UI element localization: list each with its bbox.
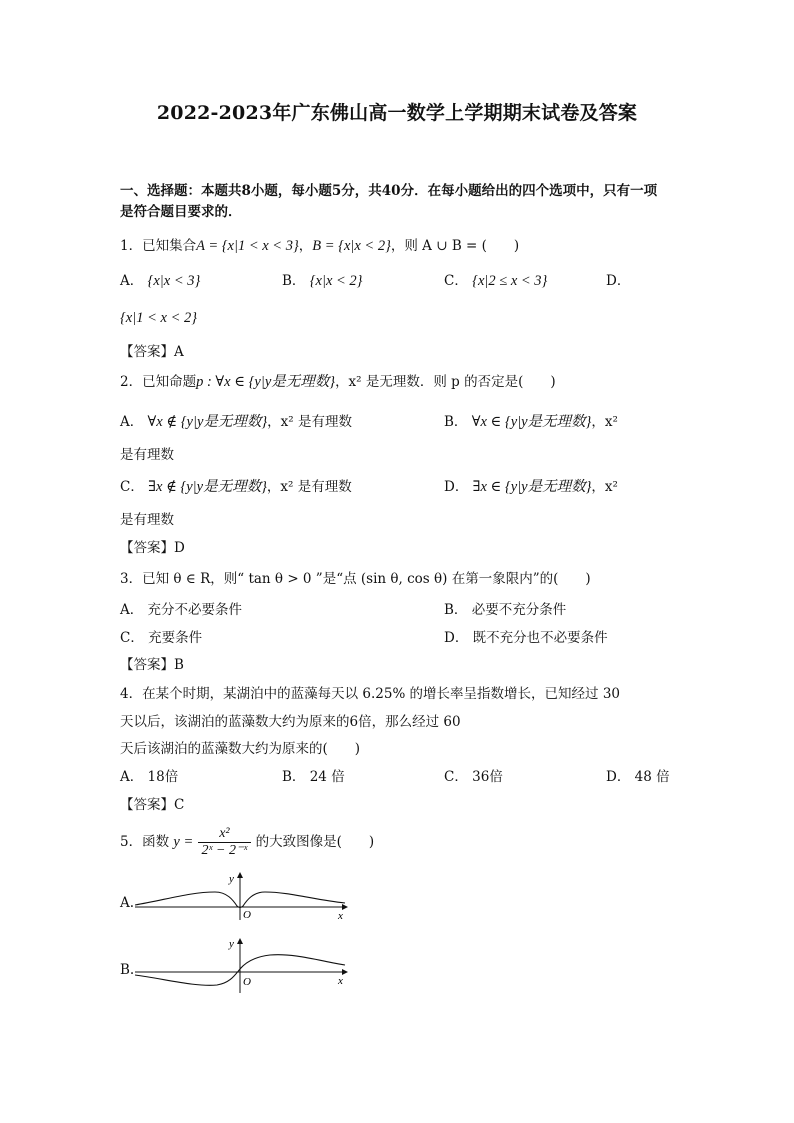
q1-set-a: A = {x|1 < x < 3} (196, 238, 299, 254)
q4-option-c (444, 768, 503, 786)
q3-option-c-label: C． (120, 630, 144, 646)
q3-option-a-text: 充分不必要条件 (147, 602, 243, 618)
q4-option-b-label: B． (282, 769, 306, 785)
q1-sep: ， (298, 238, 313, 254)
q2-option-b-wrap: 是有理数 (120, 447, 174, 463)
answer-label: 【答案】 (120, 657, 174, 673)
q3-option-b-label: B． (444, 602, 468, 618)
graph-a-y-arrow (237, 872, 243, 878)
q2-tail: ，x² 是无理数．则 p 的否定是( ) (335, 374, 556, 390)
q1-answer (120, 343, 184, 361)
q1-option-d-wrap (120, 309, 197, 327)
q1-option-a-text: {x|x < 3} (147, 273, 201, 289)
q4-option-d (606, 768, 670, 786)
q2-option-b (444, 413, 618, 431)
answer-label: 【答案】 (120, 540, 174, 556)
q2-option-a-label: A． (120, 414, 144, 430)
q1-set-b: B = {x|x < 2} (312, 238, 391, 254)
graph-a-x-label: x (338, 910, 343, 922)
answer-label: 【答案】 (120, 344, 174, 360)
q4-option-c-text: 36倍 (472, 769, 503, 785)
q3-answer-value: B (174, 657, 184, 673)
q5-graph-b-label: B. (120, 962, 135, 978)
q2-option-d-wrap: 是有理数 (120, 512, 174, 528)
q1-option-b (282, 272, 362, 290)
q4-option-b-text: 24 倍 (309, 769, 345, 785)
q4-option-c-label: C． (444, 769, 468, 785)
q2-lead: 2．已知命题 (120, 374, 197, 390)
q4-option-d-label: D． (606, 769, 631, 785)
q1-option-c-text: {x|2 ≤ x < 3} (472, 273, 548, 289)
q5-graph-b (135, 935, 355, 995)
q2-option-a-text: ∀x ∉ {y|y是无理数} (147, 414, 268, 430)
q1-lead: 1．已知集合 (120, 238, 197, 254)
q3-option-b-text: 必要不充分条件 (471, 602, 567, 618)
q2-option-b-text: ∀x ∈ {y|y是无理数} (471, 414, 592, 430)
q2-option-d-tail: ，x² (591, 479, 618, 495)
question-5 (120, 824, 374, 860)
q4-option-d-text: 48 倍 (634, 769, 670, 785)
q5-lead: 5．函数 (120, 834, 170, 850)
q5-numerator: x² (198, 826, 252, 843)
graph-b-x-arrow (342, 969, 348, 975)
q2-option-c-label: C． (120, 479, 144, 495)
q5-graph-a-label: A. (120, 895, 135, 911)
question-3: 3．已知 θ ∈ R，则“ tan θ > 0 ”是“点 (sin θ, cos θ) 在第一象限内”的( ) (120, 571, 591, 587)
graph-a-y-label: y (229, 873, 234, 885)
answer-label: 【答案】 (120, 797, 174, 813)
q2-option-a-tail: ，x² 是有理数 (267, 414, 352, 430)
q2-option-c (120, 478, 352, 496)
q1-option-c (444, 272, 547, 290)
q5-denominator: 2ˣ − 2⁻ˣ (201, 843, 248, 858)
graph-a-x-arrow (342, 904, 348, 910)
q1-option-b-label: B． (282, 273, 306, 289)
q1-option-b-text: {x|x < 2} (309, 273, 363, 289)
question-4-line-2: 天以后，该湖泊的蓝藻数大约为原来的6倍，那么经过 60 (120, 714, 461, 730)
q3-option-d (444, 629, 608, 647)
q2-option-d (444, 478, 618, 496)
q2-option-a (120, 413, 352, 431)
graph-b-y-label: y (229, 938, 234, 950)
q1-answer-value: A (174, 344, 184, 360)
section-heading-cont: 是符合题目要求的． (120, 204, 242, 220)
graph-a-origin: O (243, 909, 251, 921)
q4-option-a (120, 768, 178, 786)
q2-answer-value: D (174, 540, 185, 556)
q4-option-b (282, 768, 345, 786)
q1-option-a (120, 272, 200, 290)
question-4-line-1: 4．在某个时期，某湖泊中的蓝藻每天以 6.25% 的增长率呈指数增长，已知经过 30 (120, 686, 621, 702)
question-2 (120, 373, 556, 391)
q1-option-c-label: C． (444, 273, 468, 289)
q3-option-c-text: 充要条件 (148, 630, 203, 646)
q3-option-a-label: A． (120, 602, 144, 618)
q2-proposition: p : ∀x ∈ {y|y是无理数} (196, 374, 336, 390)
q4-answer-value: C (174, 797, 185, 813)
q3-option-d-label: D． (444, 630, 469, 646)
q3-option-b (444, 601, 566, 619)
q3-option-a (120, 601, 242, 619)
section-heading: 一、选择题：本题共8小题，每小题5分，共40分．在每小题给出的四个选项中，只有一项 (120, 183, 658, 199)
q2-answer (120, 539, 185, 557)
q1-option-d-label: D． (606, 273, 631, 289)
q1-tail: ，则 A ∪ B = ( ) (390, 238, 520, 254)
graph-b-x-label: x (338, 975, 343, 987)
q1-option-a-label: A． (120, 273, 144, 289)
q2-option-c-tail: ，x² 是有理数 (266, 479, 352, 495)
page-title: 2022-2023年广东佛山高一数学上学期期末试卷及答案 (156, 102, 638, 124)
q2-option-d-text: ∃x ∈ {y|y是无理数} (472, 479, 592, 495)
q2-option-b-tail: ，x² (591, 414, 618, 430)
q2-option-c-text: ∃x ∉ {y|y是无理数} (148, 479, 267, 495)
q2-option-d-label: D． (444, 479, 469, 495)
q5-lhs: y = (173, 834, 194, 850)
q3-option-d-text: 既不充分也不必要条件 (472, 630, 608, 646)
q5-fraction (198, 826, 252, 859)
q3-option-c (120, 629, 202, 647)
q5-tail: 的大致图像是( ) (255, 834, 375, 850)
q1-option-d (606, 272, 630, 290)
q2-option-b-label: B． (444, 414, 468, 430)
q4-option-a-label: A． (120, 769, 144, 785)
q5-graph-a (135, 870, 355, 922)
graph-b-y-arrow (237, 938, 243, 944)
question-4-line-3: 天后该湖泊的蓝藻数大约为原来的( ) (120, 741, 361, 757)
q3-answer (120, 656, 184, 674)
question-1 (120, 237, 519, 255)
q1-option-d-text: {x|1 < x < 2} (120, 310, 198, 326)
q4-option-a-text: 18倍 (147, 769, 179, 785)
graph-b-origin: O (243, 976, 251, 988)
q4-answer (120, 796, 184, 814)
